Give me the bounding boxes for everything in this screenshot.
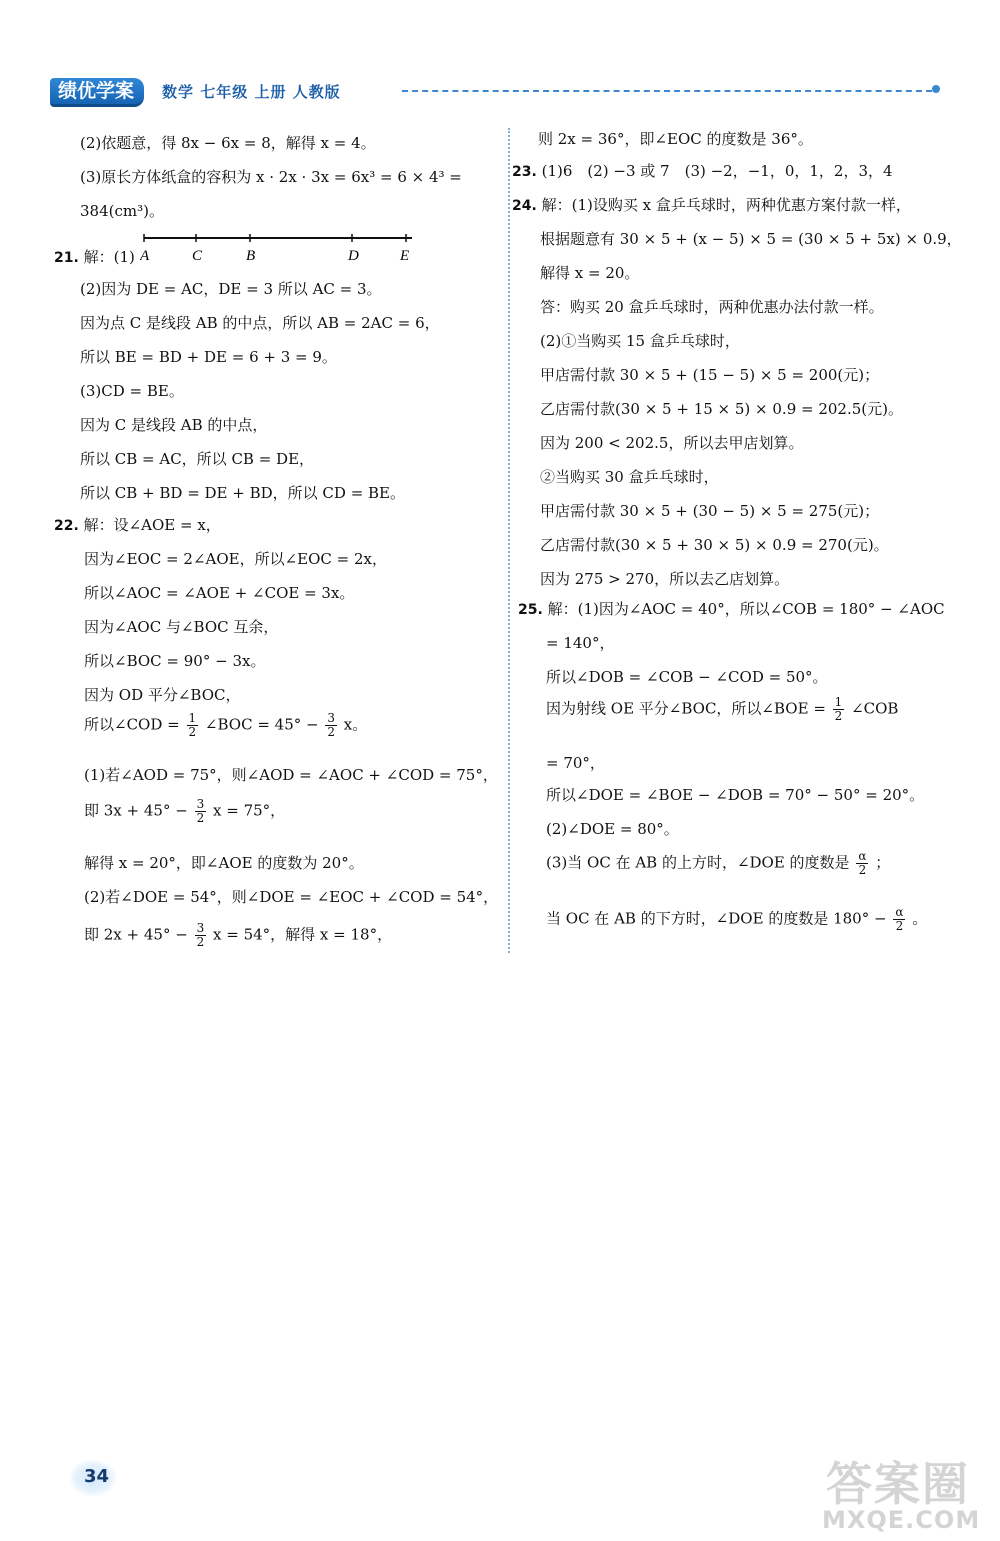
answer-line: (2)∠DOE = 80°。 <box>546 820 679 838</box>
numerator: α <box>858 849 867 863</box>
answer-line: 解：(1)因为∠AOC = 40°，所以∠COB = 180° − ∠AOC <box>547 600 945 618</box>
question-23 <box>512 160 893 181</box>
denominator: 2 <box>834 709 843 723</box>
point-label-d: D <box>348 248 359 264</box>
text-part: 当 OC 在 AB 的下方时，∠DOE 的度数是 180° − <box>546 909 887 928</box>
question-number: 22. <box>54 518 79 534</box>
point-label-b: B <box>246 248 256 264</box>
answer-line: 因为 OD 平分∠BOC， <box>84 686 241 704</box>
answer-line: 解得 x = 20°，即∠AOE 的度数为 20°。 <box>84 854 364 872</box>
answer-line: (1)若∠AOD = 75°，则∠AOD = ∠AOC + ∠COD = 75°， <box>84 766 498 784</box>
answer-line: (2)依题意，得 8x − 6x = 8，解得 x = 4。 <box>80 134 376 152</box>
question-number: 23. <box>512 164 537 180</box>
answer-line: 所以∠DOB = ∠COB − ∠COD = 50°。 <box>546 668 828 686</box>
point-label-e: E <box>400 248 410 264</box>
page-number-badge <box>70 1460 116 1496</box>
numerator: 1 <box>834 695 843 709</box>
page-number: 34 <box>84 1466 110 1487</box>
text-part: ∠BOC = 45° − <box>204 715 319 734</box>
question-number: 21. <box>54 250 79 266</box>
answer-line-with-fraction <box>546 696 898 723</box>
numerator: 3 <box>196 921 205 935</box>
answer-line: 根据题意有 30 × 5 + (x − 5) × 5 = (30 × 5 + 5x) × 0.9， <box>540 230 962 248</box>
numerator: 1 <box>188 711 197 725</box>
answer-line-with-fraction <box>84 712 367 739</box>
question-24 <box>512 194 911 215</box>
fraction-one-half <box>833 696 845 723</box>
answer-line: (2)①当购买 15 盒乒乓球时， <box>540 332 740 350</box>
answer-line: (3)原长方体纸盒的容积为 x · 2x · 3x = 6x³ = 6 × 4³ = <box>80 168 462 186</box>
question-21 <box>54 246 135 267</box>
answer-label: 解：(1) <box>83 248 135 266</box>
answer-line: = 140°， <box>546 634 615 652</box>
answer-line: ②当购买 30 盒乒乓球时， <box>540 468 719 486</box>
fraction-one-half <box>187 712 199 739</box>
answer-line: 所以∠BOC = 90° − 3x。 <box>84 652 266 670</box>
answer-line: 因为∠AOC 与∠BOC 互余， <box>84 618 279 636</box>
answer-line: 因为 275 > 270，所以去乙店划算。 <box>540 570 790 588</box>
question-number: 24. <box>512 198 537 214</box>
fraction-three-halves <box>325 712 337 739</box>
header-dashed-rule <box>402 90 932 92</box>
answer-line-with-fraction <box>84 798 285 825</box>
answer-line: 384(cm³)。 <box>80 202 164 220</box>
answer-line: 甲店需付款 30 × 5 + (15 − 5) × 5 = 200(元)； <box>540 366 880 384</box>
question-25 <box>518 598 945 619</box>
text-part: 。 <box>912 909 928 928</box>
answer-line: (2)因为 DE = AC，DE = 3 所以 AC = 3。 <box>80 280 382 298</box>
watermark <box>818 1448 988 1538</box>
text-part: x = 54°，解得 x = 18°， <box>213 925 393 944</box>
denominator: 2 <box>327 725 336 739</box>
watermark-url: MXQE.COM <box>822 1506 981 1534</box>
text-part: (3)当 OC 在 AB 的上方时，∠DOE 的度数是 <box>546 853 850 872</box>
answer-line: 解：设∠AOE = x， <box>83 516 221 534</box>
watermark-logo: 答案圈 <box>826 1457 970 1511</box>
answer-line: 答：购买 20 盒乒乓球时，两种优惠办法付款一样。 <box>540 298 884 316</box>
denominator: 2 <box>196 811 205 825</box>
answer-line: 所以 CB = AC，所以 CB = DE， <box>80 450 315 468</box>
fraction-alpha-half <box>893 906 905 933</box>
answer-line: 乙店需付款(30 × 5 + 30 × 5) × 0.9 = 270(元)。 <box>540 536 889 554</box>
answer-line: 因为点 C 是线段 AB 的中点，所以 AB = 2AC = 6， <box>80 314 440 332</box>
question-22 <box>54 514 221 535</box>
answer-line: 解：(1)设购买 x 盒乒乓球时，两种优惠方案付款一样， <box>541 196 911 214</box>
brand-logo: 绩优学案 <box>50 78 144 107</box>
answer-line: 则 2x = 36°，即∠EOC 的度数是 36°。 <box>538 130 813 148</box>
answer-line-with-fraction <box>546 850 890 877</box>
answer-line: = 70°， <box>546 754 605 772</box>
numerator: α <box>895 905 904 919</box>
answer-line-with-fraction <box>84 922 392 949</box>
numerator: 3 <box>196 797 205 811</box>
text-part: 即 3x + 45° − <box>84 801 188 820</box>
text-part: 因为射线 OE 平分∠BOC，所以∠BOE = <box>546 699 826 718</box>
fraction-alpha-half <box>856 850 868 877</box>
header-rule-dot <box>932 85 940 93</box>
answer-line: (3)CD = BE。 <box>80 382 184 400</box>
answer-line: 所以∠AOC = ∠AOE + ∠COE = 3x。 <box>84 584 355 602</box>
numerator: 3 <box>327 711 336 725</box>
text-part: 所以∠COD = <box>84 715 180 734</box>
denominator: 2 <box>196 935 205 949</box>
page-header <box>44 72 944 112</box>
answer-line: 所以 CB + BD = DE + BD，所以 CD = BE。 <box>80 484 406 502</box>
text-part: x。 <box>343 715 368 734</box>
denominator: 2 <box>858 863 867 877</box>
answer-line: 甲店需付款 30 × 5 + (30 − 5) × 5 = 275(元)； <box>540 502 880 520</box>
text-part: ∠COB <box>851 699 899 718</box>
text-part: 即 2x + 45° − <box>84 925 188 944</box>
answer-line: 解得 x = 20。 <box>540 264 640 282</box>
book-subtitle: 数学 七年级 上册 人教版 <box>162 83 341 101</box>
fraction-three-halves <box>195 798 207 825</box>
text-part: ； <box>875 853 891 872</box>
question-number: 25. <box>518 602 543 618</box>
answer-line-with-fraction <box>546 906 927 933</box>
text-part: x = 75°， <box>213 801 286 820</box>
point-label-a: A <box>140 248 150 264</box>
point-label-c: C <box>192 248 203 264</box>
segment-diagram <box>140 234 420 274</box>
answer-line: 所以 BE = BD + DE = 6 + 3 = 9。 <box>80 348 337 366</box>
answer-line: (2)若∠DOE = 54°，则∠DOE = ∠EOC + ∠COD = 54°， <box>84 888 499 906</box>
answer-line: 因为 200 < 202.5，所以去甲店划算。 <box>540 434 804 452</box>
denominator: 2 <box>188 725 197 739</box>
column-divider <box>508 128 510 953</box>
answer-line: 乙店需付款(30 × 5 + 15 × 5) × 0.9 = 202.5(元)。 <box>540 400 903 418</box>
answer-line: 因为∠EOC = 2∠AOE，所以∠EOC = 2x， <box>84 550 387 568</box>
fraction-three-halves <box>195 922 207 949</box>
answer-line: 所以∠DOE = ∠BOE − ∠DOB = 70° − 50° = 20°。 <box>546 786 925 804</box>
answer-line: 因为 C 是线段 AB 的中点， <box>80 416 268 434</box>
answer-line: (1)6 (2) −3 或 7 (3) −2，−1，0，1，2，3，4 <box>541 162 893 180</box>
denominator: 2 <box>895 919 904 933</box>
